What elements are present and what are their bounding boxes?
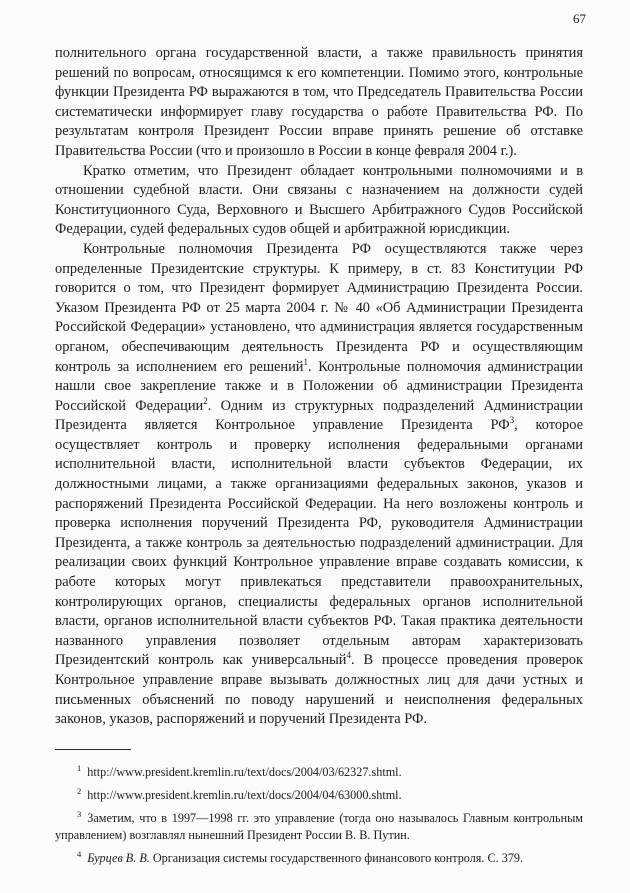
footnotes	[55, 764, 583, 873]
paragraph-text: . В процессе проведения проверок Контрольное управление вправе вызывать должностных лиц для дачи устных и письменных объяснений по поводу нарушений и неисполнения федеральных законов, указов, распоряжений и поручений Президента РФ.	[55, 652, 583, 728]
page-number: 67	[573, 11, 586, 26]
paragraph-text: . Одним из структурных подразделений Администрации Президента является Контрольное управление Президента РФ	[55, 397, 584, 434]
footnote-text[interactable]: http://www.president.kremlin.ru/text/docs/2004/03/62327.shtml.	[87, 765, 402, 779]
footnote-number: 1	[77, 762, 82, 773]
body-paragraph	[55, 44, 583, 162]
paragraph-text: , которое осуществляет контроль и проверку исполнения федеральными органами исполнительной власти, исполнительной власти субъектов Федерации, их должностными лицами, а также организациями федеральных законов, указов и распоряжений Президента Российской Федерации. На него возложены контроль и проверка исполнения поручений Президента РФ, руководителя Администрации Президента, а также контроль за деятельностью подразделений администрации. Для реализации своих функций Контрольное управление вправе создавать комиссии, к работе которых могут привлекаться представители правоохранительных, контролирующих органов, специалисты федеральных органов исполнительной власти, органов исполнительной власти субъектов РФ. Такая практика деятельности названного управления позволяет отдельным авторам характеризовать Президентский контроль как универсальный	[55, 417, 584, 669]
footnote	[55, 787, 583, 804]
footnote-ref[interactable]: 4	[346, 650, 351, 661]
footnote-divider	[55, 749, 131, 750]
footnote-ref[interactable]: 2	[203, 395, 208, 406]
body-paragraph	[55, 240, 583, 730]
footnote	[55, 764, 583, 781]
footnote-ref[interactable]: 3	[509, 415, 515, 426]
body-text	[55, 44, 583, 730]
footnote-number: 4	[77, 848, 82, 859]
paragraph-text: полнительного органа государственной власти, а также правильность принятия решений по вопросам, относящимся к его компетенции. Помимо этого, контрольные функции Президента РФ выражаются в том, что Председатель Правительства России систематически информирует главу государства о работе Правительства РФ. По результатам контроля Президент России вправе принять решение об отставке Правительства России (что и произошло в России в конце февраля 2004 г.).	[55, 45, 583, 159]
paragraph-text: . Контрольные полномочия администрации нашли свое закрепление также и в Положении об администрации Президента Российской Федерации	[55, 358, 583, 414]
footnote	[55, 850, 583, 867]
footnote-number: 3	[77, 808, 82, 819]
body-paragraph	[55, 162, 583, 240]
footnote-text: Заметим, что в 1997—1998 гг. это управление (тогда оно называлось Главным контрольным управлением) возглавлял нынешний Президент России В. В. Путин.	[55, 811, 583, 842]
footnote	[55, 810, 583, 844]
paragraph-text: Контрольные полномочия Президента РФ осуществляются также через определенные Президентские структуры. К примеру, в ст. 83 Конституции РФ говорится о том, что Президент формирует Администрацию Президента России. Указом Президента РФ от 25 марта 2004 г. № 40 «Об Администрации Президента Российской Федерации» установлено, что администрация является государственным органом, обеспечивающим деятельность Президента РФ и осуществляющим контроль за исполнением его решений	[55, 240, 583, 375]
footnote-author: Бурцев В. В.	[87, 851, 150, 865]
footnote-ref[interactable]: 1	[303, 356, 309, 367]
paragraph-text: Кратко отметим, что Президент обладает контрольными полномочиями и в отношении судебной власти. Они связаны с назначением на должности судей Конституционного Суда, Верховного и Высшего Арбитражного Судов Российской Федерации, судей федеральных судов общей и арбитражной юрисдикции.	[55, 162, 583, 238]
footnote-number: 2	[77, 785, 82, 796]
footnote-text[interactable]: http://www.president.kremlin.ru/text/docs/2004/04/63000.shtml.	[87, 788, 402, 802]
footnote-text: Организация системы государственного финансового контроля. С. 379.	[149, 851, 524, 865]
